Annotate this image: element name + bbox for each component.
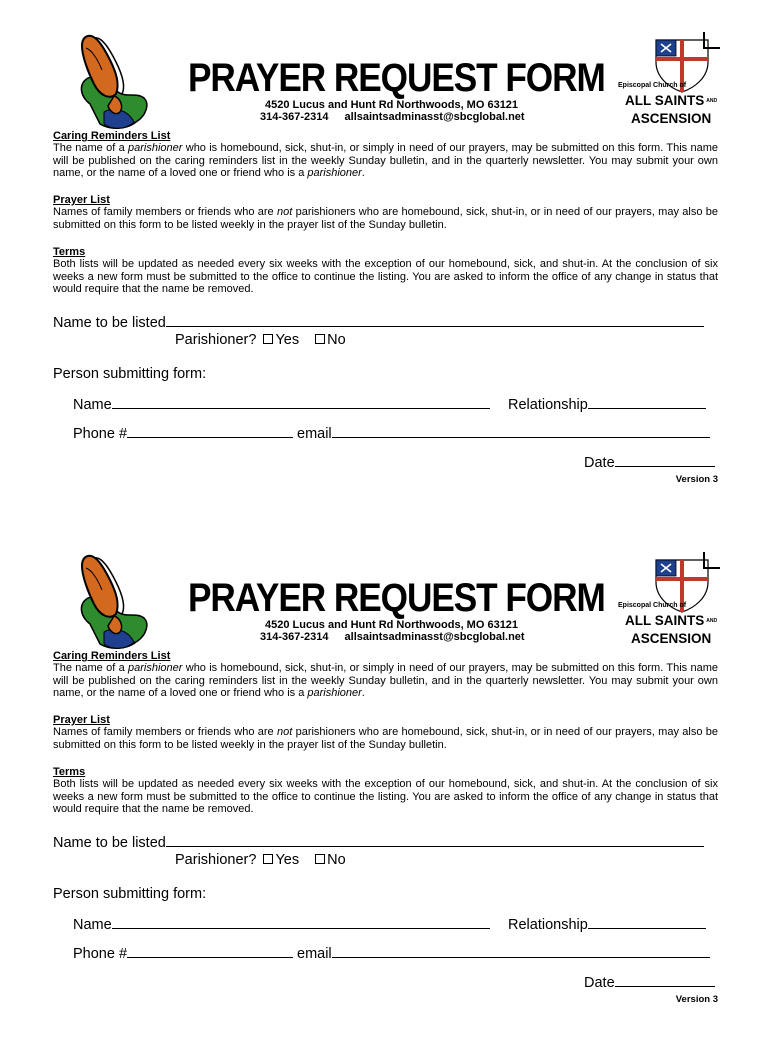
prayer-list-section: [53, 714, 718, 751]
no-label: No: [327, 852, 346, 868]
church-email: allsaintsadminasst@sbcglobal.net: [344, 631, 525, 643]
parishioner-label: Parishioner?: [175, 852, 257, 868]
phone-field[interactable]: [127, 423, 293, 438]
church-phone: 314-367-2314: [260, 631, 329, 643]
prayer-form-top: [0, 20, 770, 520]
no-checkbox[interactable]: [315, 854, 325, 864]
caring-text-3: .: [361, 167, 365, 180]
caring-emph-2: parishioner: [307, 167, 362, 180]
caring-reminders-section: [53, 650, 718, 700]
prayer-text: [53, 206, 718, 231]
street-address: 4520 Lucus and Hunt Rd Northwoods, MO 63121: [265, 99, 519, 111]
terms-section: [53, 246, 718, 296]
name-listed-label: Name to be listed: [53, 835, 166, 851]
and-text: AND: [706, 98, 718, 105]
submitter-name-row: [73, 914, 490, 933]
no-checkbox[interactable]: [315, 334, 325, 344]
name-listed-row: [53, 832, 704, 851]
church-address: [260, 99, 530, 123]
prayer-emph: not: [276, 726, 293, 739]
church-phone: 314-367-2314: [260, 111, 329, 123]
prayer-heading: Prayer List: [53, 714, 110, 726]
version-label: Version 3: [675, 474, 718, 485]
name-listed-field[interactable]: [166, 312, 704, 327]
caring-text-2: who is homebound, sick, shut-in, or simply in need of our prayers, may be submitted on this form. This name will be published on the caring reminders list in the weekly Sunday bulletin, and in the quarterly newsletter. You may submit your own name, or the name of a loved one or friend who is a: [53, 142, 718, 180]
relationship-label: Relationship: [508, 917, 588, 933]
person-submitting-label: Person submitting form:: [53, 366, 207, 382]
and-text: AND: [706, 618, 718, 625]
praying-hands-icon: [70, 546, 156, 658]
yes-label: Yes: [275, 332, 300, 348]
caring-text-3: .: [361, 687, 365, 700]
terms-heading: Terms: [53, 766, 86, 778]
name-listed-label: Name to be listed: [53, 315, 166, 331]
all-saints-label: [625, 613, 728, 628]
email-field[interactable]: [332, 423, 710, 438]
relationship-row: [508, 914, 706, 933]
caring-text-2: who is homebound, sick, shut-in, or simply in need of our prayers, may be submitted on this form. This name will be published on the caring reminders list in the weekly Sunday bulletin, and in the quarterly newsletter. You may submit your own name, or the name of a loved one or friend who is a: [53, 662, 718, 700]
phone-label: Phone #: [73, 946, 128, 962]
prayer-form-bottom: [0, 540, 770, 1040]
phone-row: [73, 943, 293, 962]
church-address: [260, 619, 530, 643]
parishioner-row: [175, 332, 346, 348]
prayer-text-2: parishioners who are homebound, sick, shut-in, or in need of our prayers, may also be submitted on this form to be listed weekly in the prayer list of the Sunday bulletin.: [53, 726, 718, 751]
phone-label: Phone #: [73, 426, 128, 442]
submitter-name-field[interactable]: [112, 914, 490, 929]
prayer-text-1: Names of family members or friends who are: [53, 726, 277, 739]
episcopal-label: Episcopal Church of: [618, 82, 687, 89]
prayer-list-section: [53, 194, 718, 231]
date-row: [584, 972, 715, 991]
caring-emph-1: parishioner: [128, 662, 183, 675]
no-label: No: [327, 332, 346, 348]
caring-text-1: The name of a: [53, 662, 129, 675]
email-row: [297, 943, 710, 962]
relationship-field[interactable]: [588, 914, 706, 929]
name-listed-row: [53, 312, 704, 331]
submitter-name-label: Name: [73, 397, 112, 413]
church-logo-text: [618, 82, 728, 126]
person-submitting-label: Person submitting form:: [53, 886, 207, 902]
email-row: [297, 423, 710, 442]
caring-reminders-section: [53, 130, 718, 180]
yes-checkbox[interactable]: [263, 854, 273, 864]
prayer-emph: not: [276, 206, 293, 219]
date-field[interactable]: [615, 452, 715, 467]
form-title: PRAYER REQUEST FORM: [188, 576, 605, 620]
caring-emph-1: parishioner: [128, 142, 183, 155]
submitter-name-label: Name: [73, 917, 112, 933]
street-address: 4520 Lucus and Hunt Rd Northwoods, MO 63121: [265, 619, 519, 631]
episcopal-label: Episcopal Church of: [618, 602, 687, 609]
date-label: Date: [584, 455, 615, 471]
caring-text-1: The name of a: [53, 142, 129, 155]
form-title: PRAYER REQUEST FORM: [188, 56, 605, 100]
caring-emph-2: parishioner: [307, 687, 362, 700]
submitter-name-field[interactable]: [112, 394, 490, 409]
submitter-name-row: [73, 394, 490, 413]
prayer-text-2: parishioners who are homebound, sick, shut-in, or in need of our prayers, may also be submitted on this form to be listed weekly in the prayer list of the Sunday bulletin.: [53, 206, 718, 231]
relationship-label: Relationship: [508, 397, 588, 413]
parishioner-label: Parishioner?: [175, 332, 257, 348]
ascension-label: ASCENSION: [631, 631, 712, 646]
terms-heading: Terms: [53, 246, 86, 258]
caring-heading: Caring Reminders List: [53, 650, 171, 662]
all-saints-label: [625, 93, 728, 108]
caring-text: [53, 142, 718, 179]
praying-hands-icon: [70, 26, 156, 138]
email-label: email: [297, 426, 332, 442]
caring-heading: Caring Reminders List: [53, 130, 171, 142]
ascension-label: ASCENSION: [631, 111, 712, 126]
contact-line: [260, 111, 530, 123]
name-listed-field[interactable]: [166, 832, 704, 847]
all-saints-text: ALL SAINTS: [625, 613, 705, 628]
date-row: [584, 452, 715, 471]
phone-field[interactable]: [127, 943, 293, 958]
yes-label: Yes: [275, 852, 300, 868]
date-field[interactable]: [615, 972, 715, 987]
yes-checkbox[interactable]: [263, 334, 273, 344]
version-label: Version 3: [675, 994, 718, 1005]
email-field[interactable]: [332, 943, 710, 958]
prayer-heading: Prayer List: [53, 194, 110, 206]
caring-text: [53, 662, 718, 699]
date-label: Date: [584, 975, 615, 991]
terms-text: Both lists will be updated as needed every six weeks with the exception of our homebound, sick, and shut-in. At the conclusion of six weeks a new form must be submitted to the office to continue the listing. You are asked to inform the office of any change in status that would require that the name be removed.: [53, 778, 718, 816]
terms-text: Both lists will be updated as needed every six weeks with the exception of our homebound, sick, and shut-in. At the conclusion of six weeks a new form must be submitted to the office to continue the listing. You are asked to inform the office of any change in status that would require that the name be removed.: [53, 258, 718, 296]
phone-row: [73, 423, 293, 442]
parishioner-row: [175, 852, 346, 868]
prayer-text-1: Names of family members or friends who are: [53, 206, 277, 219]
relationship-field[interactable]: [588, 394, 706, 409]
church-email: allsaintsadminasst@sbcglobal.net: [344, 111, 525, 123]
terms-section: [53, 766, 718, 816]
relationship-row: [508, 394, 706, 413]
all-saints-text: ALL SAINTS: [625, 93, 705, 108]
prayer-text: [53, 726, 718, 751]
email-label: email: [297, 946, 332, 962]
contact-line: [260, 631, 530, 643]
church-logo-text: [618, 602, 728, 646]
